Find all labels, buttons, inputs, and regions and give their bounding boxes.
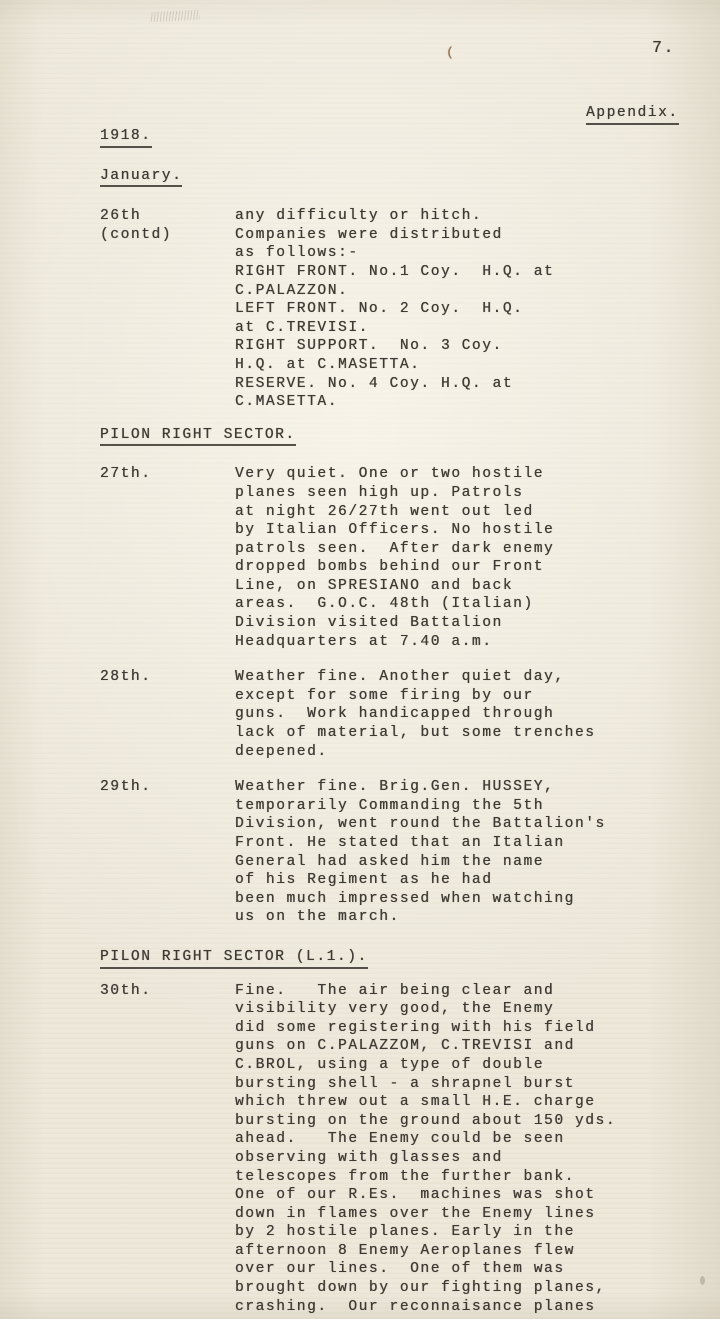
section-heading xyxy=(100,426,660,447)
entry-text-line: dropped bombs behind our Front xyxy=(235,559,545,576)
entry-text-line: ahead. The Enemy could be seen xyxy=(235,1131,565,1148)
appendix-label-text: Appendix. xyxy=(586,104,679,125)
entry-text-line: as follows:- xyxy=(235,245,359,262)
entry-text-line: by Italian Officers. No hostile xyxy=(235,522,555,539)
entry-text-line: C.BROL, using a type of double xyxy=(235,1056,545,1073)
entry-text-line: Very quiet. One or two hostile xyxy=(235,466,545,483)
entry-text-line: been much impressed when watching xyxy=(235,890,575,907)
entry-text-line: except for some firing by our xyxy=(235,687,534,704)
diary-entry xyxy=(100,982,660,1317)
entry-date-label xyxy=(100,778,235,927)
entry-text-line: guns on C.PALAZZOM, C.TREVISI and xyxy=(235,1038,575,1055)
entry-date-line: 30th. xyxy=(100,982,152,999)
entry-text-line: down in flames over the Enemy lines xyxy=(235,1205,596,1222)
entry-date-label xyxy=(100,982,235,1317)
entry-text-line: any difficulty or hitch. xyxy=(235,208,483,225)
entry-text-line: areas. G.O.C. 48th (Italian) xyxy=(235,596,534,613)
entry-date-line: 28th. xyxy=(100,669,152,686)
entry-text-line: telescopes from the further bank. xyxy=(235,1168,575,1185)
entry-text-line: H.Q. at C.MASETTA. xyxy=(235,356,421,373)
entry-text-line: Weather fine. Brig.Gen. HUSSEY, xyxy=(235,779,555,796)
entry-text-line: RIGHT SUPPORT. No. 3 Coy. xyxy=(235,338,503,355)
entry-text-line: guns. Work handicapped through xyxy=(235,706,555,723)
entry-text-line: Fine. The air being clear and xyxy=(235,982,555,999)
entry-text-line: of his Regiment as he had xyxy=(235,872,493,889)
section-heading-text: PILON RIGHT SECTOR (L.1.). xyxy=(100,948,368,969)
entry-text-line: Weather fine. Another quiet day, xyxy=(235,669,565,686)
diary-entry xyxy=(100,668,660,761)
entry-date-label xyxy=(100,465,235,651)
entry-date-label xyxy=(100,207,235,412)
appendix-label xyxy=(586,104,679,125)
entry-text-line: lack of material, but some trenches xyxy=(235,725,596,742)
entry-text-line: RIGHT FRONT. No.1 Coy. H.Q. at xyxy=(235,263,555,280)
entry-date-line: 26th xyxy=(100,208,142,225)
entry-text-line: which threw out a small H.E. charge xyxy=(235,1094,596,1111)
entry-date-line: (contd) xyxy=(100,226,173,243)
year-heading-text: 1918. xyxy=(100,127,152,148)
diary-entries-list xyxy=(100,207,660,1316)
entry-text-line: afternoon 8 Enemy Aeroplanes flew xyxy=(235,1242,575,1259)
entry-text xyxy=(235,982,660,1317)
entry-text-line: Front. He stated that an Italian xyxy=(235,835,565,851)
entry-date-label xyxy=(100,668,235,761)
entry-text-line: temporarily Commanding the 5th xyxy=(235,797,545,814)
entry-text-line: patrols seen. After dark enemy xyxy=(235,540,555,557)
entry-text xyxy=(235,778,660,927)
paper-smudge xyxy=(700,1276,705,1285)
entry-text-line: Line, on SPRESIANO and back xyxy=(235,577,514,594)
entry-text-line: at C.TREVISI. xyxy=(235,319,369,336)
entry-date-line: 29th. xyxy=(100,779,152,796)
entry-text-line: One of our R.Es. machines was shot xyxy=(235,1187,596,1204)
entry-text-line: bursting on the ground about 150 yds. xyxy=(235,1112,617,1129)
month-heading-text: January. xyxy=(100,167,182,188)
entry-text xyxy=(235,465,660,651)
entry-text-line: by 2 hostile planes. Early in the xyxy=(235,1224,575,1241)
entry-text-line: Division visited Battalion xyxy=(235,615,503,632)
entry-text-line: Companies were distributed xyxy=(235,226,503,243)
entry-text-line: planes seen high up. Patrols xyxy=(235,484,524,501)
diary-entry xyxy=(100,207,660,412)
pencil-scribble-mark xyxy=(150,10,200,23)
entry-text-line: C.PALAZZON. xyxy=(235,282,349,299)
entry-text xyxy=(235,668,660,761)
entry-text-line: Division, went round the Battalion's xyxy=(235,816,606,833)
entry-text-line: RESERVE. No. 4 Coy. H.Q. at xyxy=(235,375,514,392)
entry-text-line: brought down by our fighting planes, xyxy=(235,1280,606,1297)
entry-text-line: bursting shell - a shrapnel burst xyxy=(235,1075,575,1092)
stray-ink-mark: ( xyxy=(446,45,456,60)
section-heading xyxy=(100,948,660,969)
diary-entry xyxy=(100,778,660,927)
entry-text-line: crashing. Our reconnaisance planes xyxy=(235,1298,596,1315)
entry-text-line: us on the march. xyxy=(235,909,400,926)
entry-text-line: Headquarters at 7.40 a.m. xyxy=(235,633,493,650)
diary-entry xyxy=(100,465,660,651)
entry-text-line: visibility very good, the Enemy xyxy=(235,1001,555,1018)
year-heading xyxy=(100,127,660,148)
entry-text-line: observing with glasses and xyxy=(235,1149,503,1166)
entry-text xyxy=(235,207,660,412)
entry-text-line: over our lines. One of them was xyxy=(235,1261,565,1278)
month-heading xyxy=(100,167,660,188)
entry-text-line: General had asked him the name xyxy=(235,853,545,870)
page-number: 7. xyxy=(652,38,676,57)
entry-text-line: at night 26/27th went out led xyxy=(235,503,534,520)
diary-content xyxy=(100,127,660,1316)
section-heading-text: PILON RIGHT SECTOR. xyxy=(100,426,296,447)
entry-date-line: 27th. xyxy=(100,466,152,483)
entry-text-line: deepened. xyxy=(235,743,328,760)
entry-text-line: C.MASETTA. xyxy=(235,394,339,411)
entry-text-line: did some registering with his field xyxy=(235,1019,596,1036)
entry-text-line: LEFT FRONT. No. 2 Coy. H.Q. xyxy=(235,301,524,318)
